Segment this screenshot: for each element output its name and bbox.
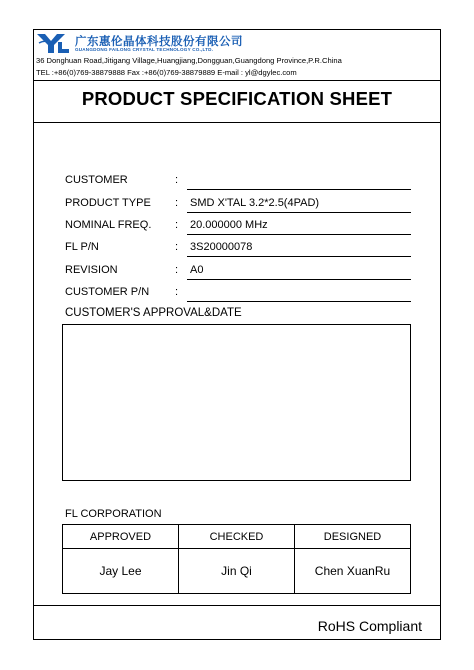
- field-label: CUSTOMER: [65, 174, 128, 186]
- field-label: PRODUCT TYPE: [65, 197, 151, 209]
- signature-name-row: [63, 549, 411, 594]
- field-colon: :: [175, 197, 179, 209]
- field-label: REVISION: [65, 264, 118, 276]
- name-checked: Jin Qi: [179, 549, 295, 594]
- field-value: SMD X'TAL 3.2*2.5(4PAD): [190, 197, 320, 209]
- company-name-en: GUANGDONG FAILONG CRYSTAL TECHNOLOGY CO.,LTD.: [75, 47, 214, 52]
- company-contact: TEL :+86(0)769-38879888 Fax :+86(0)769-38879889 E-mail : yl@dgylec.com: [36, 68, 297, 77]
- header-divider: [33, 80, 441, 81]
- company-address: 36 Donghuan Road,Jitigang Village,Huangjiang,Dongguan,Guangdong Province,P.R.China: [36, 56, 342, 65]
- field-colon: :: [175, 241, 179, 253]
- field-row-revision: [65, 262, 411, 280]
- field-label: NOMINAL FREQ.: [65, 219, 152, 231]
- approval-title: CUSTOMER'S APPROVAL&DATE: [65, 307, 242, 319]
- rohs-label: RoHS Compliant: [317, 618, 422, 634]
- field-colon: :: [175, 219, 179, 231]
- field-underline: [187, 234, 411, 235]
- title-divider: [33, 122, 441, 123]
- field-underline: [187, 256, 411, 257]
- field-row-nominal-freq: [65, 217, 411, 235]
- corporation-title: FL CORPORATION: [65, 508, 162, 520]
- name-designed: Chen XuanRu: [295, 549, 411, 594]
- header-approved: APPROVED: [63, 525, 179, 549]
- company-name-cn: 广东惠伦晶体科技股份有限公司: [75, 36, 243, 48]
- field-label: CUSTOMER P/N: [65, 286, 150, 298]
- field-label: FL P/N: [65, 241, 99, 253]
- field-colon: :: [175, 286, 179, 298]
- name-approved: Jay Lee: [63, 549, 179, 594]
- field-underline: [187, 301, 411, 302]
- field-row-product-type: [65, 195, 411, 213]
- field-underline: [187, 189, 411, 190]
- field-value: A0: [190, 264, 204, 276]
- company-logo: [36, 32, 70, 54]
- field-colon: :: [175, 174, 179, 186]
- header-designed: DESIGNED: [295, 525, 411, 549]
- footer-divider: [33, 605, 441, 606]
- field-value: 3S20000078: [190, 241, 253, 253]
- field-row-fl-pn: [65, 239, 411, 257]
- field-value: 20.000000 MHz: [190, 219, 268, 231]
- approval-box[interactable]: [62, 324, 411, 481]
- field-row-customer: [65, 172, 411, 190]
- page-title: PRODUCT SPECIFICATION SHEET: [81, 88, 393, 109]
- header-checked: CHECKED: [179, 525, 295, 549]
- field-colon: :: [175, 264, 179, 276]
- field-underline: [187, 212, 411, 213]
- signature-header-row: [63, 525, 411, 549]
- signature-table: [62, 524, 411, 594]
- field-row-customer-pn: [65, 284, 411, 302]
- field-underline: [187, 279, 411, 280]
